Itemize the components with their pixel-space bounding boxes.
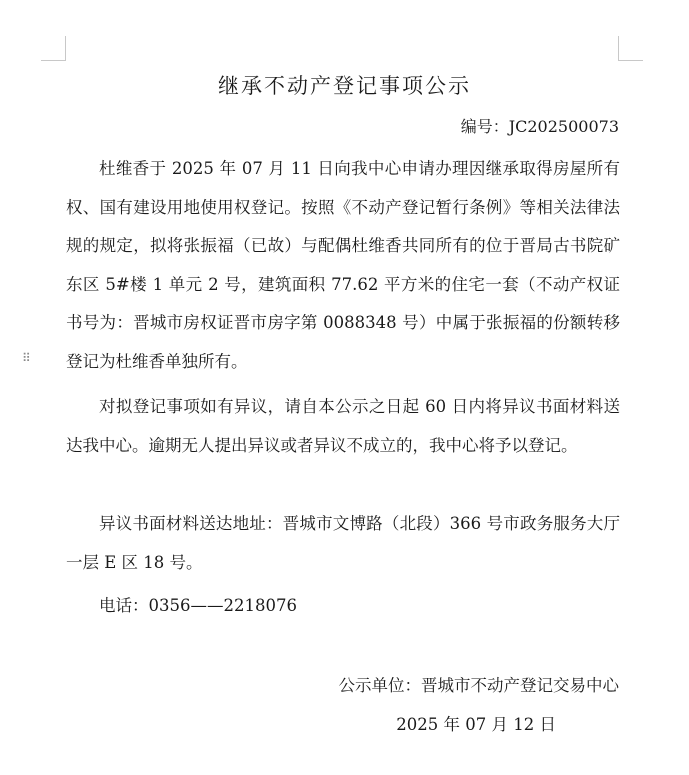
paragraph-address: 异议书面材料送达地址：晋城市文博路（北段）366 号市政务服务大厅一层 E 区 18 号。 <box>66 514 620 572</box>
drag-handle-icon[interactable]: ⠿ <box>22 351 31 365</box>
paragraph-objection: 对拟登记事项如有异议，请自本公示之日起 60 日内将异议书面材料送达我中心。逾期无人提出异议或者异议不成立的，我中心将予以登记。 <box>66 397 620 455</box>
issuer-line: 公示单位：晋城市不动产登记交易中心 <box>338 676 619 695</box>
phone-line: 电话：0356——2218076 <box>99 596 297 615</box>
crop-mark-top-right <box>618 36 643 61</box>
document-number: 编号：JC202500073 <box>460 117 619 136</box>
issue-date: 2025 年 07 月 12 日 <box>396 715 556 734</box>
paragraph-main: 杜维香于 2025 年 07 月 11 日向我中心申请办理因继承取得房屋所有权、国有建设用地使用权登记。按照《不动产登记暂行条例》等相关法律法规的规定，拟将张振福（已故）与配偶杜维香共同所有的位于晋局古书院矿东区 5#楼 1 单元 2 号，建筑面积 77.62 平方米的住宅一套（不动产权证书号为：晋城市房权证晋市房字第 0088348 号）中属于张振福的份额转移登记为杜维香单独所有。 <box>66 159 620 371</box>
crop-mark-top-left <box>41 36 66 61</box>
document-title: 继承不动产登记事项公示 <box>218 74 471 98</box>
